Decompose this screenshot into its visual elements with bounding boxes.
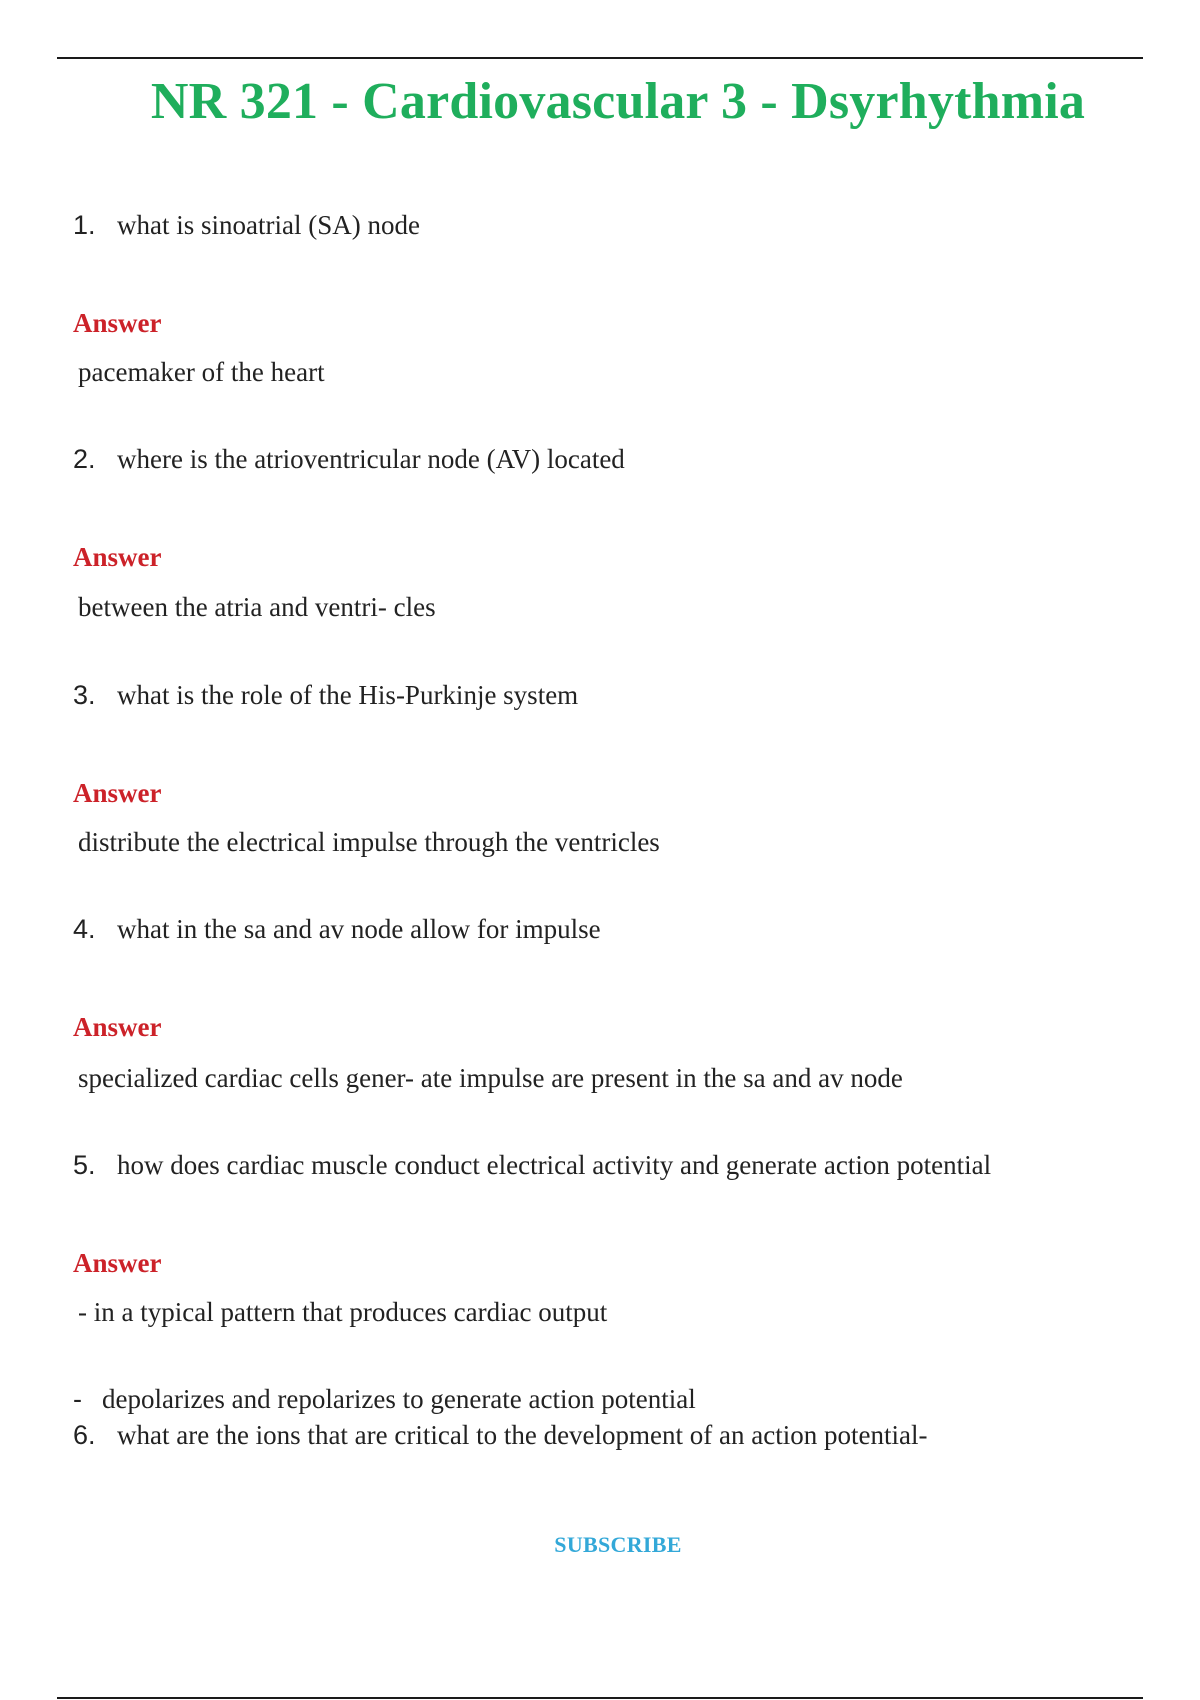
question-number: 6. (73, 1420, 96, 1450)
question-2 (73, 444, 625, 475)
question-number: 3. (73, 680, 96, 710)
answer-label-3: Answer (73, 778, 162, 808)
answer-text-2: between the atria and ventri- cles (78, 592, 436, 622)
question-text: where is the atrioventricular node (AV) located (117, 444, 625, 474)
answer-label-4: Answer (73, 1012, 162, 1042)
page-title: NR 321 - Cardiovascular 3 - Dsyrhythmia (150, 73, 1086, 130)
question-3 (73, 680, 578, 711)
question-6 (73, 1420, 927, 1451)
answer-label-2: Answer (73, 542, 162, 572)
question-1 (73, 210, 420, 241)
question-text: what is the role of the His-Purkinje system (117, 680, 579, 710)
question-number: 1. (73, 210, 96, 240)
bottom-rule (57, 1697, 1143, 1699)
answer-text-5: - in a typical pattern that produces cardiac output (78, 1297, 608, 1327)
question-number: 2. (73, 444, 96, 474)
question-text: what in the sa and av node allow for impulse (117, 914, 601, 944)
answer-label-5: Answer (73, 1248, 162, 1278)
question-text: what are the ions that are critical to the development of an action potential- (117, 1420, 928, 1450)
bullet-text: depolarizes and repolarizes to generate action potential (102, 1384, 696, 1414)
question-number: 5. (73, 1150, 96, 1180)
question-text: how does cardiac muscle conduct electrical activity and generate action potential (117, 1150, 992, 1180)
bullet-dash: - (73, 1384, 82, 1414)
subscribe-link[interactable]: SUBSCRIBE (554, 1532, 682, 1557)
question-number: 4. (73, 914, 96, 944)
answer-text-3: distribute the electrical impulse through the ventricles (78, 827, 660, 857)
question-text: what is sinoatrial (SA) node (117, 210, 420, 240)
answer-label-1: Answer (73, 308, 162, 338)
top-rule (57, 57, 1143, 59)
question-5 (73, 1150, 991, 1181)
answer-text-4: specialized cardiac cells gener- ate impulse are present in the sa and av node (78, 1063, 903, 1093)
question-4 (73, 914, 601, 945)
answer-text-1: pacemaker of the heart (78, 357, 325, 387)
answer-bullet-5 (73, 1384, 696, 1415)
